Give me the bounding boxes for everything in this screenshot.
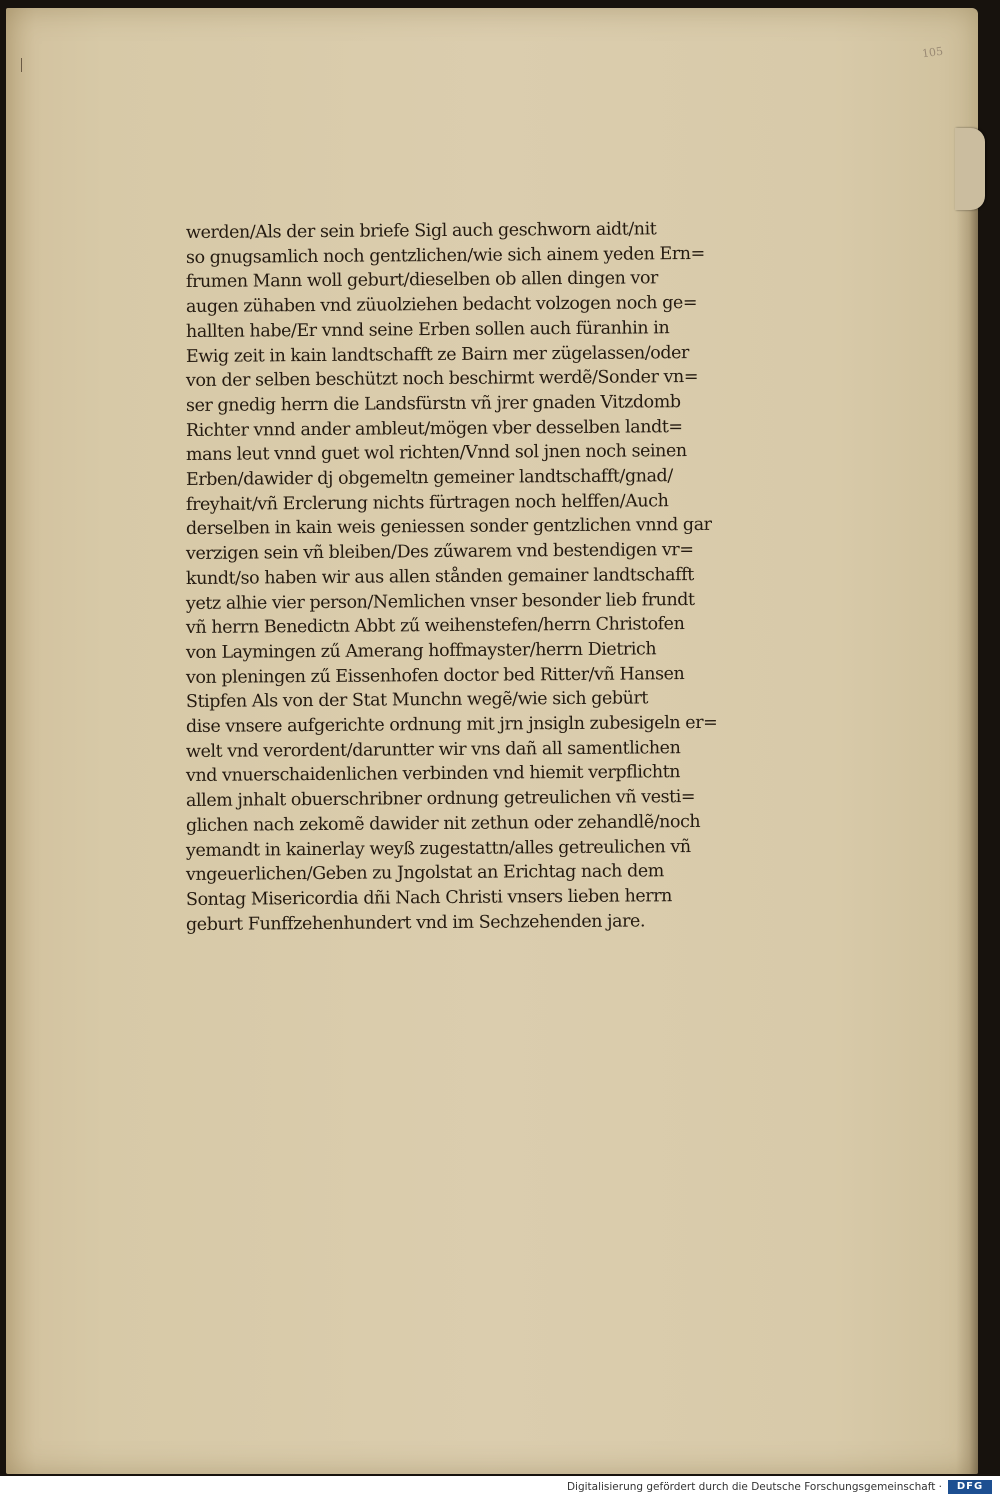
text-line: Sontag Misericordia dñi Nach Christi vnsers lieben herrn [185,886,672,910]
text-line: Richter vnnd ander ambleut/mögen vber desselben landt= [185,416,683,441]
text-line: ser gnedig herrn die Landsfürstn vñ jrer gnaden Vitzdomb [185,392,681,416]
text-line: von Laymingen zű Amerang hoffmayster/herrn Dietrich [185,639,657,663]
printed-text-block [186,221,746,937]
folio-number: 105 [921,44,944,61]
margin-mark [21,58,22,72]
text-line: geburt Funffzehenhundert vnd im Sechzehenden jare. [185,911,646,935]
funding-credit: Digitalisierung gefördert durch die Deutsche Forschungsgemeinschaft · [566,1481,942,1493]
text-line: welt vnd verordent/daruntter wir vns dañ all samentlichen [185,737,681,762]
text-line: hallten habe/Er vnnd seine Erben sollen auch füranhin in [185,318,670,342]
text-line: Ewig zeit in kain landtschafft ze Bairn mer zügelassen/oder [185,342,689,367]
text-line: derselben in kain weis geniessen sonder gentzlichen vnnd gar [185,515,712,540]
text-line: allem jnhalt obuerschribner ordnung getreulichen vñ vesti= [185,787,696,812]
text-line: augen zühaben vnd züuolziehen bedacht volzogen noch ge= [185,293,698,318]
text-line: von pleningen zű Eissenhofen doctor bed Ritter/vñ Hansen [185,663,685,688]
text-line: glichen nach zekomẽ dawider nit zethun oder zehandlẽ/noch [185,811,701,836]
text-line: Erben/dawider dj obgemeltn gemeiner landtschafft/gnad/ [185,466,673,491]
text-line: vñ herrn Benedictn Abbt zű weihenstefen/herrn Christofen [185,614,685,639]
text-line: mans leut vnnd guet wol richten/Vnnd sol jnen noch seinen [185,441,687,466]
text-line: werden/Als der sein briefe Sigl auch geschworn aidt/nit [185,219,657,243]
document-page [6,8,978,1474]
text-line: yetz alhie vier person/Nemlichen vnser besonder lieb frundt [185,589,695,614]
text-line: verzigen sein vñ bleiben/Des zűwarem vnd bestendigen vr= [185,540,694,565]
text-line: vngeuerlichen/Geben zu Jngolstat an Erichtag nach dem [185,861,664,886]
text-line: vnd vnuerschaidenlichen verbinden vnd hiemit verpflichtn [185,762,681,787]
footer-bar [0,1476,1000,1499]
text-line: yemandt in kainerlay weyß zugestattn/alles getreulichen vñ [185,836,691,861]
text-line: kundt/so haben wir aus allen stånden gemainer landtschafft [185,564,694,589]
text-line: dise vnsere aufgerichte ordnung mit jrn jnsigln zubesigeln er= [185,712,718,738]
text-line: von der selben beschützt noch beschirmt werdẽ/Sonder vn= [185,367,699,392]
text-line: so gnugsamlich noch gentzlichen/wie sich ainem yeden Ern= [185,243,705,268]
page-edge-shadow [956,138,978,1474]
page-tab [955,128,985,210]
dfg-logo-icon: DFG [948,1480,992,1494]
text-line: Stipfen Als von der Stat Munchn wegẽ/wie sich gebürt [185,688,649,713]
text-line: freyhait/vñ Erclerung nichts fürtragen noch helffen/Auch [185,490,669,515]
text-line: frumen Mann woll geburt/dieselben ob allen dingen vor [185,268,659,293]
